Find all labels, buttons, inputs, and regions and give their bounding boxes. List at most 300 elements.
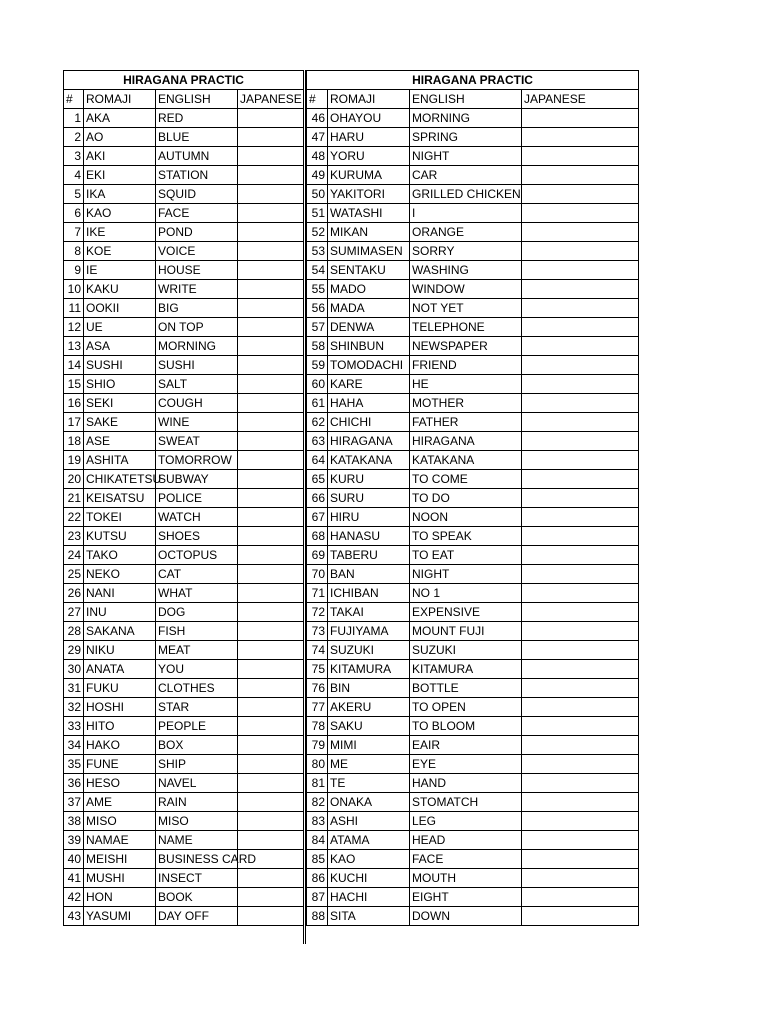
row-number: 74 (307, 641, 328, 660)
romaji-cell: TAKO (84, 546, 156, 565)
table-row (64, 698, 304, 717)
row-number: 34 (64, 736, 84, 755)
romaji-cell: HARU (328, 128, 410, 147)
table-row (307, 907, 639, 926)
japanese-cell[interactable] (238, 204, 304, 223)
row-number: 26 (64, 584, 84, 603)
japanese-cell[interactable] (238, 546, 304, 565)
japanese-cell[interactable] (238, 489, 304, 508)
japanese-cell[interactable] (522, 508, 639, 527)
japanese-cell[interactable] (238, 166, 304, 185)
english-cell: YOU (156, 660, 238, 679)
romaji-cell: TAKAI (328, 603, 410, 622)
japanese-cell[interactable] (522, 869, 639, 888)
table-row (307, 204, 639, 223)
english-cell: MORNING (410, 109, 522, 128)
english-cell: BOTTLE (410, 679, 522, 698)
romaji-cell: TOMODACHI (328, 356, 410, 375)
table-row (64, 565, 304, 584)
romaji-cell: YAKITORI (328, 185, 410, 204)
table-row (307, 584, 639, 603)
english-cell: POLICE (156, 489, 238, 508)
table-row (64, 546, 304, 565)
romaji-cell: ANATA (84, 660, 156, 679)
japanese-cell[interactable] (522, 565, 639, 584)
japanese-cell[interactable] (522, 204, 639, 223)
english-cell: SHIP (156, 755, 238, 774)
table-row (64, 831, 304, 850)
row-number: 65 (307, 470, 328, 489)
table-row (64, 242, 304, 261)
japanese-cell[interactable] (522, 413, 639, 432)
table-row (307, 717, 639, 736)
japanese-cell[interactable] (522, 242, 639, 261)
romaji-cell: SAKANA (84, 622, 156, 641)
romaji-cell: HOSHI (84, 698, 156, 717)
row-number: 59 (307, 356, 328, 375)
row-number: 27 (64, 603, 84, 622)
english-cell: NAVEL (156, 774, 238, 793)
row-number: 35 (64, 755, 84, 774)
romaji-cell: MUSHI (84, 869, 156, 888)
japanese-cell[interactable] (522, 489, 639, 508)
row-number: 13 (64, 337, 84, 356)
table-row (64, 774, 304, 793)
table-row (307, 622, 639, 641)
japanese-cell[interactable] (238, 185, 304, 204)
japanese-cell[interactable] (238, 622, 304, 641)
japanese-cell[interactable] (522, 641, 639, 660)
japanese-cell[interactable] (522, 394, 639, 413)
row-number: 83 (307, 812, 328, 831)
english-cell: MISO (156, 812, 238, 831)
japanese-cell[interactable] (238, 831, 304, 850)
english-cell: SORRY (410, 242, 522, 261)
romaji-cell: ICHIBAN (328, 584, 410, 603)
japanese-cell[interactable] (238, 394, 304, 413)
english-cell: SWEAT (156, 432, 238, 451)
japanese-cell[interactable] (238, 603, 304, 622)
romaji-cell: MISO (84, 812, 156, 831)
row-number: 55 (307, 280, 328, 299)
english-cell: MOTHER (410, 394, 522, 413)
japanese-cell[interactable] (238, 736, 304, 755)
table-row (307, 394, 639, 413)
japanese-cell[interactable] (238, 679, 304, 698)
romaji-cell: YORU (328, 147, 410, 166)
row-number: 21 (64, 489, 84, 508)
japanese-cell[interactable] (238, 280, 304, 299)
romaji-cell: AO (84, 128, 156, 147)
table-row (307, 774, 639, 793)
romaji-cell: UE (84, 318, 156, 337)
row-number: 41 (64, 869, 84, 888)
row-number: 32 (64, 698, 84, 717)
english-cell: MOUNT FUJI (410, 622, 522, 641)
japanese-cell[interactable] (238, 565, 304, 584)
romaji-cell: OOKII (84, 299, 156, 318)
english-cell: MORNING (156, 337, 238, 356)
english-cell: MEAT (156, 641, 238, 660)
table-row (64, 356, 304, 375)
japanese-cell[interactable] (522, 907, 639, 926)
table-row (64, 755, 304, 774)
table-row (307, 166, 639, 185)
romaji-cell: HESO (84, 774, 156, 793)
japanese-cell[interactable] (238, 242, 304, 261)
row-number: 43 (64, 907, 84, 926)
romaji-cell: ASHITA (84, 451, 156, 470)
table-row (307, 299, 639, 318)
table-row (64, 717, 304, 736)
header-number: # (64, 90, 84, 109)
romaji-cell: ATAMA (328, 831, 410, 850)
table-row (307, 413, 639, 432)
row-number: 10 (64, 280, 84, 299)
japanese-cell[interactable] (522, 470, 639, 489)
romaji-cell: KEISATSU (84, 489, 156, 508)
english-cell: SUSHI (156, 356, 238, 375)
table-row (307, 793, 639, 812)
row-number: 17 (64, 413, 84, 432)
japanese-cell[interactable] (522, 261, 639, 280)
romaji-cell: KATAKANA (328, 451, 410, 470)
romaji-cell: ASE (84, 432, 156, 451)
romaji-cell: SUMIMASEN (328, 242, 410, 261)
japanese-cell[interactable] (238, 660, 304, 679)
table-row (307, 432, 639, 451)
japanese-cell[interactable] (238, 755, 304, 774)
header-number: # (307, 90, 328, 109)
romaji-cell: AKA (84, 109, 156, 128)
japanese-cell[interactable] (522, 755, 639, 774)
japanese-cell[interactable] (522, 831, 639, 850)
english-cell: TOMORROW (156, 451, 238, 470)
row-number: 36 (64, 774, 84, 793)
table-row (64, 318, 304, 337)
table-row (64, 185, 304, 204)
table-row (64, 527, 304, 546)
row-number: 47 (307, 128, 328, 147)
romaji-cell: EKI (84, 166, 156, 185)
row-number: 33 (64, 717, 84, 736)
japanese-cell[interactable] (238, 584, 304, 603)
romaji-cell: MADO (328, 280, 410, 299)
romaji-cell: IKE (84, 223, 156, 242)
japanese-cell[interactable] (522, 679, 639, 698)
japanese-cell[interactable] (522, 432, 639, 451)
japanese-cell[interactable] (238, 109, 304, 128)
row-number: 86 (307, 869, 328, 888)
english-cell: DAY OFF (156, 907, 238, 926)
row-number: 79 (307, 736, 328, 755)
japanese-cell[interactable] (522, 527, 639, 546)
english-cell: NOON (410, 508, 522, 527)
english-cell: HOUSE (156, 261, 238, 280)
japanese-cell[interactable] (522, 793, 639, 812)
table-row (307, 223, 639, 242)
row-number: 62 (307, 413, 328, 432)
english-cell: DOG (156, 603, 238, 622)
romaji-cell: HIRU (328, 508, 410, 527)
english-cell: INSECT (156, 869, 238, 888)
row-number: 85 (307, 850, 328, 869)
english-cell: CAT (156, 565, 238, 584)
table-row (64, 261, 304, 280)
romaji-cell: KAKU (84, 280, 156, 299)
row-number: 71 (307, 584, 328, 603)
romaji-cell: SHIO (84, 375, 156, 394)
table-row (307, 736, 639, 755)
japanese-cell[interactable] (522, 774, 639, 793)
table-row (64, 603, 304, 622)
english-cell: EIGHT (410, 888, 522, 907)
japanese-cell[interactable] (238, 128, 304, 147)
japanese-cell[interactable] (522, 660, 639, 679)
japanese-cell[interactable] (238, 641, 304, 660)
row-number: 3 (64, 147, 84, 166)
japanese-cell[interactable] (238, 299, 304, 318)
romaji-cell: INU (84, 603, 156, 622)
table-row (307, 641, 639, 660)
row-number: 60 (307, 375, 328, 394)
table-row (64, 679, 304, 698)
table-row (307, 489, 639, 508)
table-row (64, 299, 304, 318)
romaji-cell: HACHI (328, 888, 410, 907)
row-number: 61 (307, 394, 328, 413)
romaji-cell: MEISHI (84, 850, 156, 869)
table-row (64, 622, 304, 641)
row-number: 11 (64, 299, 84, 318)
english-cell: NIGHT (410, 147, 522, 166)
english-cell: OCTOPUS (156, 546, 238, 565)
row-number: 48 (307, 147, 328, 166)
table-row (64, 907, 304, 926)
row-number: 66 (307, 489, 328, 508)
romaji-cell: CHIKATETSU (84, 470, 156, 489)
english-cell: FACE (156, 204, 238, 223)
table-row (64, 204, 304, 223)
romaji-cell: NIKU (84, 641, 156, 660)
practice-table-left (63, 70, 304, 926)
table-row (64, 736, 304, 755)
row-number: 54 (307, 261, 328, 280)
romaji-cell: ASHI (328, 812, 410, 831)
japanese-cell[interactable] (522, 337, 639, 356)
japanese-cell[interactable] (238, 318, 304, 337)
romaji-cell: SURU (328, 489, 410, 508)
english-cell: SUZUKI (410, 641, 522, 660)
english-cell: EXPENSIVE (410, 603, 522, 622)
english-cell: SHOES (156, 527, 238, 546)
japanese-cell[interactable] (238, 793, 304, 812)
romaji-cell: ME (328, 755, 410, 774)
table-row (307, 755, 639, 774)
japanese-cell[interactable] (238, 470, 304, 489)
english-cell: NAME (156, 831, 238, 850)
romaji-cell: FUKU (84, 679, 156, 698)
japanese-cell[interactable] (238, 223, 304, 242)
row-number: 9 (64, 261, 84, 280)
english-cell: BLUE (156, 128, 238, 147)
japanese-cell[interactable] (238, 812, 304, 831)
romaji-cell: KURU (328, 470, 410, 489)
japanese-cell[interactable] (522, 356, 639, 375)
english-cell: BOX (156, 736, 238, 755)
row-number: 19 (64, 451, 84, 470)
japanese-cell[interactable] (238, 508, 304, 527)
table-row (64, 470, 304, 489)
row-number: 49 (307, 166, 328, 185)
table-row (307, 318, 639, 337)
row-number: 7 (64, 223, 84, 242)
romaji-cell: CHICHI (328, 413, 410, 432)
row-number: 64 (307, 451, 328, 470)
table-row (64, 888, 304, 907)
row-number: 18 (64, 432, 84, 451)
japanese-cell[interactable] (238, 527, 304, 546)
japanese-cell[interactable] (522, 546, 639, 565)
romaji-cell: BIN (328, 679, 410, 698)
romaji-cell: SUSHI (84, 356, 156, 375)
table-row (64, 223, 304, 242)
japanese-cell[interactable] (522, 166, 639, 185)
romaji-cell: IE (84, 261, 156, 280)
japanese-cell[interactable] (238, 375, 304, 394)
romaji-cell: SEKI (84, 394, 156, 413)
japanese-cell[interactable] (522, 717, 639, 736)
row-number: 52 (307, 223, 328, 242)
row-number: 22 (64, 508, 84, 527)
table-row (307, 831, 639, 850)
romaji-cell: HIRAGANA (328, 432, 410, 451)
japanese-cell[interactable] (238, 698, 304, 717)
japanese-cell[interactable] (238, 432, 304, 451)
japanese-cell[interactable] (238, 888, 304, 907)
japanese-cell[interactable] (238, 869, 304, 888)
table-row (307, 261, 639, 280)
table-row (64, 489, 304, 508)
romaji-cell: AKERU (328, 698, 410, 717)
japanese-cell[interactable] (522, 698, 639, 717)
japanese-cell[interactable] (238, 907, 304, 926)
english-cell: I (410, 204, 522, 223)
romaji-cell: ONAKA (328, 793, 410, 812)
table-row (307, 242, 639, 261)
japanese-cell[interactable] (522, 451, 639, 470)
english-cell: CAR (410, 166, 522, 185)
english-cell: TO EAT (410, 546, 522, 565)
japanese-cell[interactable] (522, 888, 639, 907)
english-cell: TELEPHONE (410, 318, 522, 337)
romaji-cell: TOKEI (84, 508, 156, 527)
japanese-cell[interactable] (238, 337, 304, 356)
table-row (64, 166, 304, 185)
table-row (64, 451, 304, 470)
english-cell: SUBWAY (156, 470, 238, 489)
romaji-cell: HANASU (328, 527, 410, 546)
table-row (307, 128, 639, 147)
japanese-cell[interactable] (522, 147, 639, 166)
romaji-cell: NAMAE (84, 831, 156, 850)
english-cell: STOMATCH (410, 793, 522, 812)
romaji-cell: FUJIYAMA (328, 622, 410, 641)
japanese-cell[interactable] (522, 812, 639, 831)
japanese-cell[interactable] (238, 147, 304, 166)
english-cell: HAND (410, 774, 522, 793)
japanese-cell[interactable] (522, 622, 639, 641)
japanese-cell[interactable] (238, 356, 304, 375)
table-row (64, 147, 304, 166)
english-cell: BUSINESS CARD (156, 850, 238, 869)
english-cell: WATCH (156, 508, 238, 527)
english-cell: STAR (156, 698, 238, 717)
row-number: 5 (64, 185, 84, 204)
japanese-cell[interactable] (238, 413, 304, 432)
japanese-cell[interactable] (522, 128, 639, 147)
romaji-cell: SUZUKI (328, 641, 410, 660)
table-row (64, 508, 304, 527)
japanese-cell[interactable] (522, 185, 639, 204)
japanese-cell[interactable] (238, 774, 304, 793)
english-cell: COUGH (156, 394, 238, 413)
english-cell: WHAT (156, 584, 238, 603)
japanese-cell[interactable] (238, 451, 304, 470)
row-number: 67 (307, 508, 328, 527)
table-row (64, 413, 304, 432)
japanese-cell[interactable] (522, 850, 639, 869)
english-cell: AUTUMN (156, 147, 238, 166)
english-cell: NO 1 (410, 584, 522, 603)
romaji-cell: KUTSU (84, 527, 156, 546)
row-number: 4 (64, 166, 84, 185)
japanese-cell[interactable] (522, 318, 639, 337)
japanese-cell[interactable] (522, 375, 639, 394)
row-number: 30 (64, 660, 84, 679)
row-number: 84 (307, 831, 328, 850)
japanese-cell[interactable] (522, 603, 639, 622)
table-row (307, 565, 639, 584)
english-cell: TO BLOOM (410, 717, 522, 736)
japanese-cell[interactable] (238, 717, 304, 736)
row-number: 42 (64, 888, 84, 907)
english-cell: KITAMURA (410, 660, 522, 679)
english-cell: MOUTH (410, 869, 522, 888)
japanese-cell[interactable] (522, 299, 639, 318)
english-cell: TO DO (410, 489, 522, 508)
japanese-cell[interactable] (522, 584, 639, 603)
english-cell: BOOK (156, 888, 238, 907)
japanese-cell[interactable] (522, 109, 639, 128)
row-number: 25 (64, 565, 84, 584)
row-number: 16 (64, 394, 84, 413)
header-row (64, 90, 304, 109)
table-row (307, 356, 639, 375)
row-number: 8 (64, 242, 84, 261)
english-cell: NEWSPAPER (410, 337, 522, 356)
japanese-cell[interactable] (522, 736, 639, 755)
table-row (307, 812, 639, 831)
japanese-cell[interactable] (522, 223, 639, 242)
japanese-cell[interactable] (238, 261, 304, 280)
japanese-cell[interactable] (522, 280, 639, 299)
romaji-cell: KUCHI (328, 869, 410, 888)
english-cell: LEG (410, 812, 522, 831)
english-cell: WASHING (410, 261, 522, 280)
romaji-cell: AME (84, 793, 156, 812)
romaji-cell: MIMI (328, 736, 410, 755)
